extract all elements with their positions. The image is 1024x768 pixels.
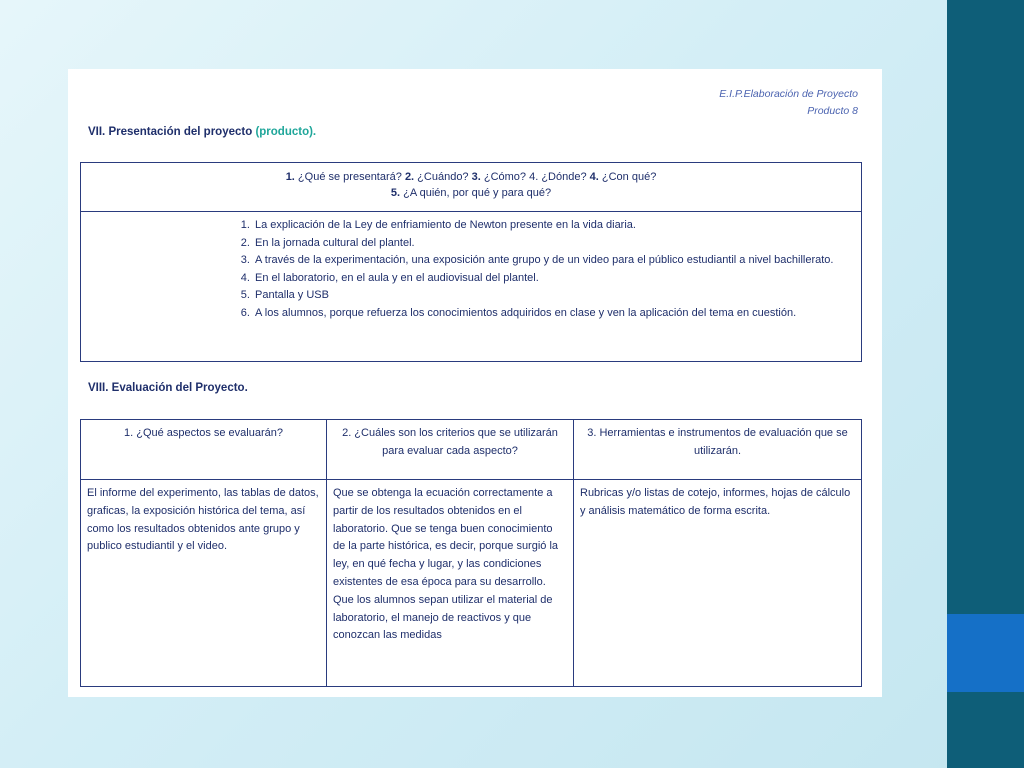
section-7-title: [88, 126, 316, 138]
presentation-questions: [81, 163, 861, 212]
header-line-1: E.I.P.Elaboración de Proyecto: [719, 88, 858, 100]
slide-sidebar-accent: [947, 614, 1024, 692]
evaluation-header-aspects: 1. ¿Qué aspectos se evaluarán?: [81, 420, 327, 479]
q4-number: 4.: [589, 171, 599, 183]
section-8-title: VIII. Evaluación del Proyecto.: [88, 382, 248, 394]
q3-text: ¿Cómo? 4. ¿Dónde?: [480, 171, 590, 183]
evaluation-header-criteria: 2. ¿Cuáles son los criterios que se utilizarán para evaluar cada aspecto?: [327, 420, 574, 479]
answer-item: 6. A los alumnos, porque refuerza los conocimientos adquiridos en clase y ven la aplicación del tema en cuestión.: [253, 305, 853, 323]
q2-text: ¿Cuándo?: [414, 171, 472, 183]
presentation-table: [80, 162, 862, 362]
section-7-title-text: VII. Presentación del proyecto: [88, 126, 256, 138]
answer-item: 3. A través de la experimentación, una exposición ante grupo y de un video para el público estudiantil a nivel bachillerato.: [253, 252, 853, 270]
presentation-answers: [81, 212, 861, 323]
q2-number: 2.: [404, 171, 415, 183]
evaluation-body-row: [81, 480, 861, 686]
q4-text: ¿Con qué?: [598, 171, 657, 183]
evaluation-cell-criteria: Que se obtenga la ecuación correctamente a partir de los resultados obtenidos en el laboratorio. Que se tenga buen conocimiento de la parte histórica, es decir, porque surgió la ley, en qué fecha y lugar, y las condiciones existentes de esa época para su desarrollo. Que los alumnos sepan utilizar el material de laboratorio, el manejo de reactivos y que conozcan las medidas: [327, 480, 574, 686]
q5-text: ¿A quién, por qué y para qué?: [400, 187, 552, 199]
evaluation-cell-tools: Rubricas y/o listas de cotejo, informes, hojas de cálculo y análisis matemático de forma escrita.: [580, 487, 851, 517]
answer-item: 5. Pantalla y USB: [253, 287, 853, 305]
evaluation-table: [80, 419, 862, 687]
evaluation-header-row: [81, 420, 861, 480]
q1-text: ¿Qué se presentará?: [294, 171, 405, 183]
document-page: [68, 69, 882, 697]
evaluation-header-tools: 3. Herramientas e instrumentos de evaluación que se utilizarán.: [587, 427, 848, 457]
header-line-2: Producto 8: [807, 105, 858, 117]
evaluation-cell-aspects: El informe del experimento, las tablas de datos, graficas, la exposición histórica del tema, así como los resultados obtenidos ante grupo y publico estudiantil y el video.: [81, 480, 327, 686]
section-7-title-accent: (producto).: [255, 126, 317, 138]
q3-number: 3.: [471, 171, 481, 183]
answer-item: 1. La explicación de la Ley de enfriamiento de Newton presente en la vida diaria.: [253, 217, 853, 235]
q1-number: 1.: [285, 171, 295, 183]
answer-item: 4. En el laboratorio, en el aula y en el audiovisual del plantel.: [253, 270, 853, 288]
answer-item: 2. En la jornada cultural del plantel.: [253, 235, 853, 253]
q5-number: 5.: [390, 187, 401, 199]
document-header: [719, 86, 858, 120]
